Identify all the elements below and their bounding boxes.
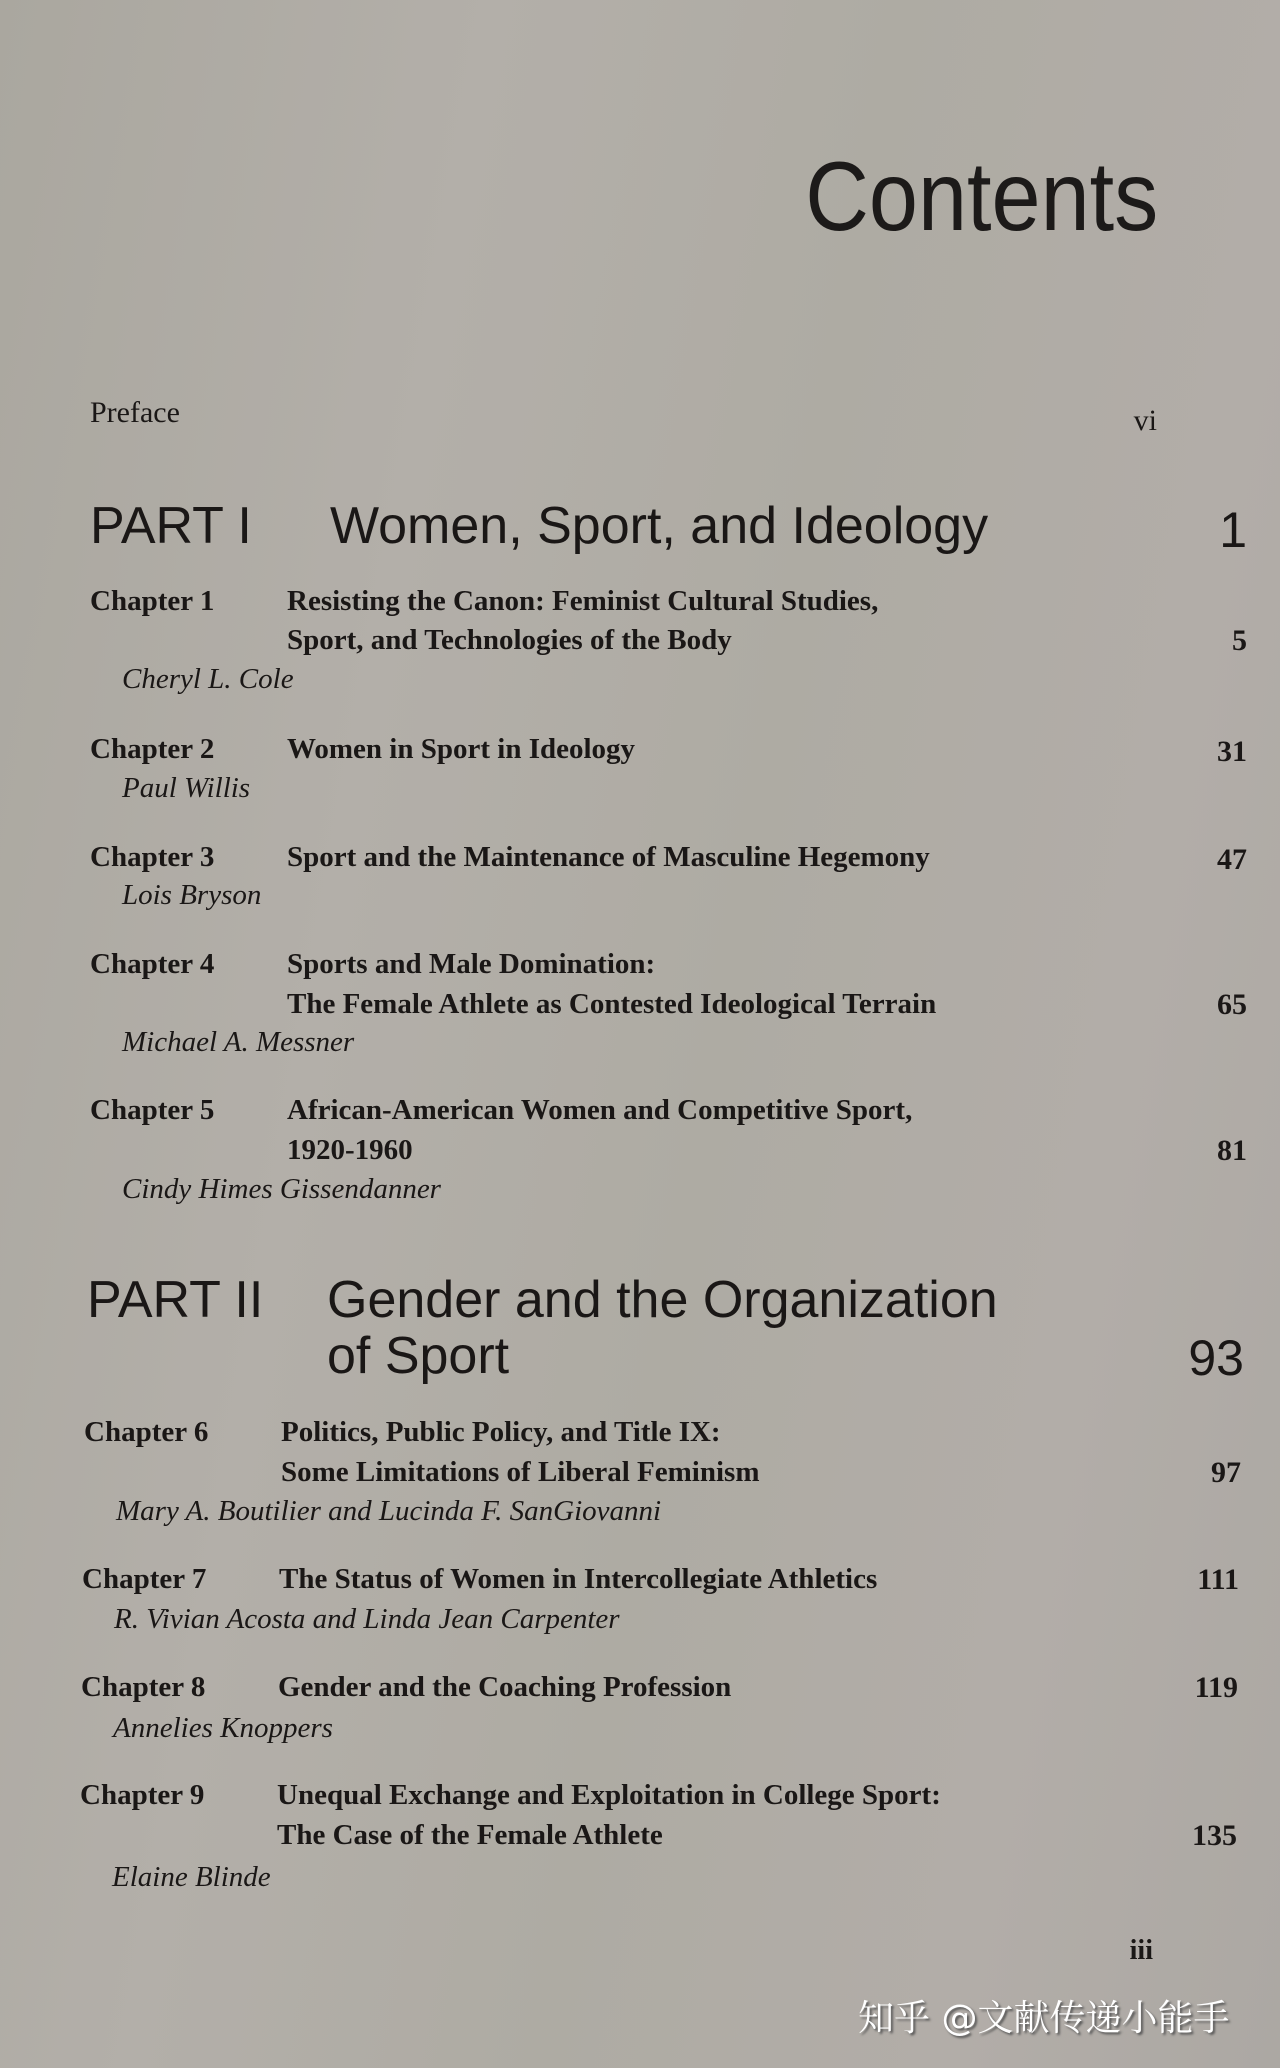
page-title: Contents (804, 141, 1158, 251)
chapter-author: Michael A. Messner (122, 1026, 355, 1058)
part-title: Gender and the Organization (327, 1271, 998, 1329)
chapter-label: Chapter 3 (90, 841, 215, 873)
chapter-page: 97 (1211, 1456, 1241, 1489)
chapter-page: 135 (1192, 1819, 1237, 1852)
toc-preface[interactable] (90, 396, 1157, 437)
part-title: of Sport (327, 1327, 510, 1385)
chapter-label: Chapter 1 (90, 585, 215, 617)
chapter-title: Gender and the Coaching Profession (278, 1671, 732, 1703)
part-page: 93 (1188, 1330, 1244, 1386)
part-page: 1 (1219, 502, 1247, 558)
part-label: PART II (87, 1271, 264, 1329)
chapter-author: Elaine Blinde (112, 1861, 271, 1893)
chapter-author: Cindy Himes Gissendanner (122, 1173, 441, 1205)
preface-page: vi (1133, 404, 1157, 437)
chapter-page: 111 (1197, 1563, 1239, 1596)
chapter-page: 47 (1217, 843, 1247, 876)
chapter-label: Chapter 2 (90, 733, 215, 765)
chapter-label: Chapter 4 (90, 948, 215, 980)
chapter-title: Sport and the Maintenance of Masculine Hegemony (287, 841, 930, 873)
chapter-page: 119 (1194, 1671, 1238, 1704)
chapter-title: Sport, and Technologies of the Body (287, 624, 732, 656)
chapter-label: Chapter 6 (84, 1416, 209, 1448)
chapter-label: Chapter 7 (82, 1563, 207, 1595)
part-label: PART I (90, 497, 252, 555)
chapter-title: 1920-1960 (287, 1134, 413, 1166)
chapter-author: Mary A. Boutilier and Lucinda F. SanGiovanni (116, 1495, 662, 1527)
chapter-title: Sports and Male Domination: (287, 948, 656, 980)
chapter-page: 65 (1217, 988, 1247, 1021)
chapter-title: The Case of the Female Athlete (277, 1819, 663, 1851)
chapter-page: 81 (1217, 1134, 1247, 1167)
chapter-page: 31 (1217, 735, 1247, 768)
chapter-label: Chapter 8 (81, 1671, 206, 1703)
chapter-title: Some Limitations of Liberal Feminism (281, 1456, 760, 1488)
preface-label: Preface (90, 396, 180, 429)
chapter-author: Paul Willis (122, 772, 251, 804)
chapter-author: Lois Bryson (122, 879, 262, 911)
page-number: iii (1129, 1935, 1153, 1966)
chapter-page: 5 (1232, 624, 1247, 657)
chapter-title: The Female Athlete as Contested Ideological Terrain (287, 988, 937, 1020)
chapter-label: Chapter 5 (90, 1094, 215, 1126)
chapter-author: Annelies Knoppers (113, 1712, 333, 1744)
chapter-title: African-American Women and Competitive Sport, (287, 1094, 913, 1126)
watermark: 知乎 @文献传递小能手 (858, 1998, 1230, 2039)
chapter-title: Politics, Public Policy, and Title IX: (281, 1416, 721, 1448)
chapter-title: Women in Sport in Ideology (287, 733, 636, 765)
part-title: Women, Sport, and Ideology (330, 497, 989, 555)
chapter-title: Resisting the Canon: Feminist Cultural Studies, (287, 585, 879, 617)
chapter-author: Cheryl L. Cole (122, 663, 294, 695)
chapter-label: Chapter 9 (80, 1779, 205, 1811)
chapter-title: Unequal Exchange and Exploitation in College Sport: (277, 1779, 941, 1811)
chapter-author: R. Vivian Acosta and Linda Jean Carpenter (114, 1603, 620, 1635)
chapter-title: The Status of Women in Intercollegiate Athletics (279, 1563, 878, 1595)
